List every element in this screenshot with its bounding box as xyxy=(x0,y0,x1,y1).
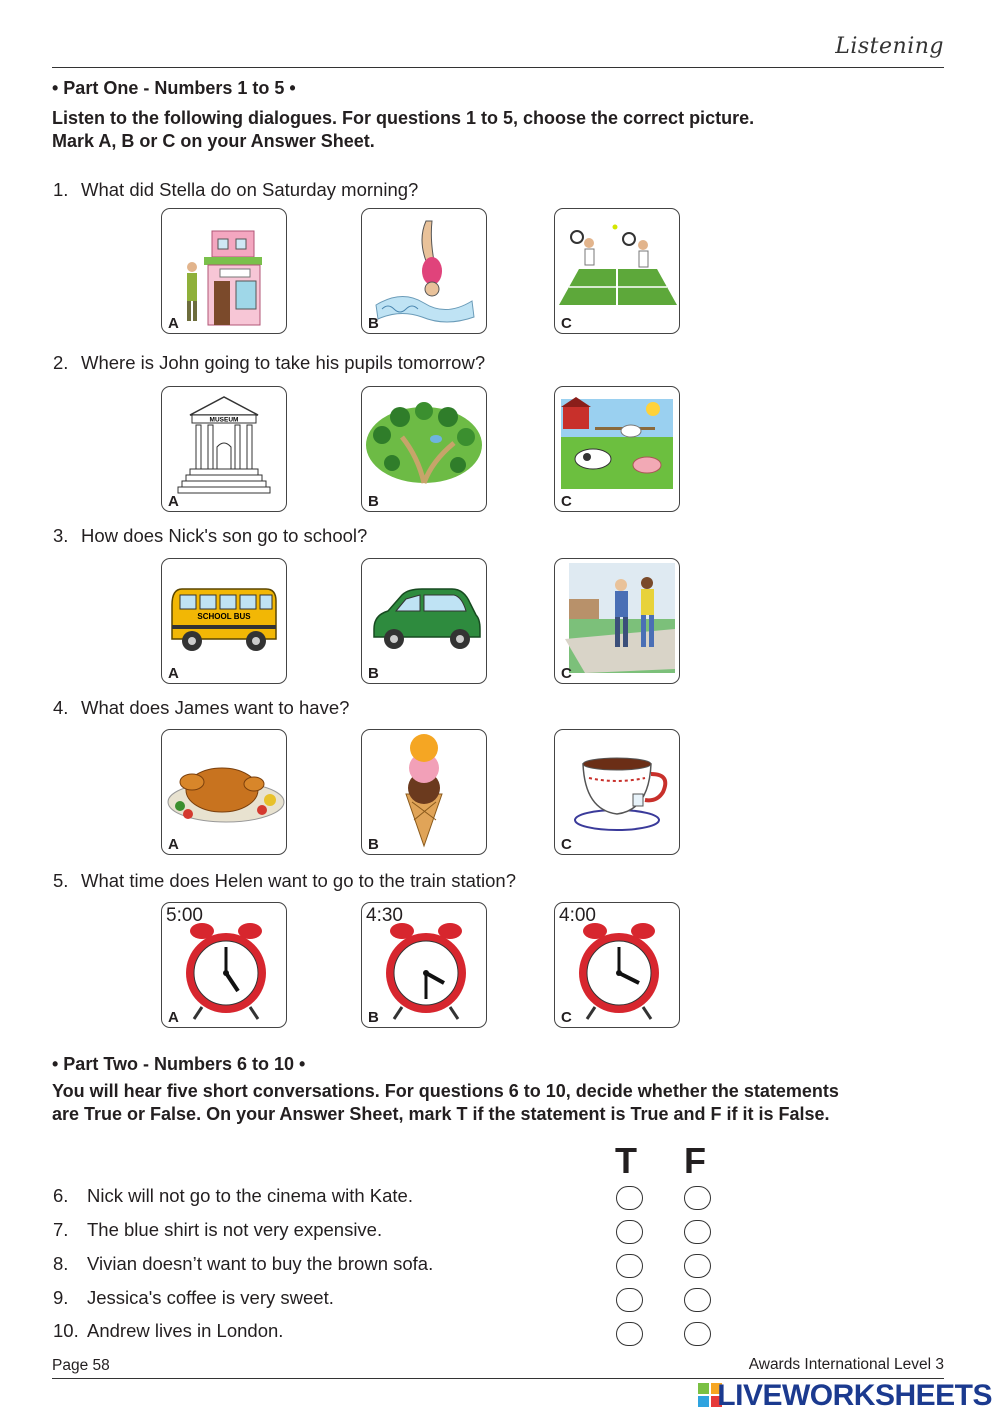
statement-7-false-option[interactable] xyxy=(684,1220,711,1244)
statement-10 xyxy=(53,1320,283,1342)
farm-icon xyxy=(555,387,679,511)
part-two-instructions xyxy=(52,1080,952,1126)
clock-time-label: 4:30 xyxy=(366,905,403,926)
option-letter: A xyxy=(168,1009,179,1026)
museum-icon xyxy=(162,387,286,511)
option-letter: B xyxy=(368,836,379,853)
shop-icon xyxy=(162,209,286,333)
statement-8-true-option[interactable] xyxy=(616,1254,643,1278)
statement-10-true-option[interactable] xyxy=(616,1322,643,1346)
option-letter: C xyxy=(561,836,572,853)
statement-text: Andrew lives in London. xyxy=(87,1320,284,1341)
series-name: Awards International Level 3 xyxy=(748,1356,944,1373)
instruction-line: are True or False. On your Answer Sheet, mark T if the statement is True and F if it is False. xyxy=(52,1104,830,1124)
statement-9-false-option[interactable] xyxy=(684,1288,711,1312)
option-5-c[interactable] xyxy=(554,902,680,1028)
statement-number: 7. xyxy=(53,1219,69,1240)
question-text: How does Nick's son go to school? xyxy=(81,525,368,546)
question-number: 5. xyxy=(53,870,69,891)
option-letter: C xyxy=(561,665,572,682)
question-text: What did Stella do on Saturday morning? xyxy=(81,179,419,200)
true-column-label: T xyxy=(615,1140,637,1181)
question-text: What time does Helen want to go to the train station? xyxy=(81,870,516,891)
part-one-heading: • Part One - Numbers 1 to 5 • xyxy=(52,78,296,98)
park-icon xyxy=(362,387,486,511)
option-1-a[interactable] xyxy=(161,208,287,334)
instruction-line: You will hear five short conversations. For questions 6 to 10, decide whether the statements xyxy=(52,1081,839,1101)
option-letter: C xyxy=(561,1009,572,1026)
clock-time-label: 4:00 xyxy=(559,905,596,926)
option-4-b[interactable] xyxy=(361,729,487,855)
statement-number: 9. xyxy=(53,1287,69,1308)
statement-8 xyxy=(53,1253,433,1275)
option-1-b[interactable] xyxy=(361,208,487,334)
statement-7 xyxy=(53,1219,382,1241)
option-4-c[interactable] xyxy=(554,729,680,855)
question-number: 1. xyxy=(53,179,69,200)
question-3 xyxy=(53,525,367,547)
walking-icon xyxy=(555,559,679,683)
tennis-icon xyxy=(555,209,679,333)
question-number: 4. xyxy=(53,697,69,718)
option-4-a[interactable] xyxy=(161,729,287,855)
statement-6-true-option[interactable] xyxy=(616,1186,643,1210)
statement-text: Jessica's coffee is very sweet. xyxy=(87,1287,334,1308)
header-divider xyxy=(52,67,944,68)
statement-9 xyxy=(53,1287,334,1309)
brand-wordmark[interactable]: LIVEWORKSHEETS xyxy=(717,1379,992,1412)
statement-text: Nick will not go to the cinema with Kate. xyxy=(87,1185,413,1206)
statement-number: 8. xyxy=(53,1253,69,1274)
section-title: Listening xyxy=(835,34,944,59)
option-letter: A xyxy=(168,315,179,332)
question-5 xyxy=(53,870,516,892)
question-number: 2. xyxy=(53,352,69,373)
option-letter: A xyxy=(168,493,179,510)
question-4 xyxy=(53,697,349,719)
option-letter: A xyxy=(168,836,179,853)
option-3-a[interactable] xyxy=(161,558,287,684)
statement-8-false-option[interactable] xyxy=(684,1254,711,1278)
option-2-c[interactable] xyxy=(554,386,680,512)
question-1 xyxy=(53,179,418,201)
question-text: What does James want to have? xyxy=(81,697,350,718)
statement-10-false-option[interactable] xyxy=(684,1322,711,1346)
option-3-b[interactable] xyxy=(361,558,487,684)
clock-time-label: 5:00 xyxy=(166,905,203,926)
option-2-a[interactable] xyxy=(161,386,287,512)
statement-text: Vivian doesn’t want to buy the brown sofa. xyxy=(87,1253,434,1274)
option-5-b[interactable] xyxy=(361,902,487,1028)
option-letter: B xyxy=(368,1009,379,1026)
statement-number: 10. xyxy=(53,1320,79,1341)
option-2-b[interactable] xyxy=(361,386,487,512)
instruction-line: Listen to the following dialogues. For questions 1 to 5, choose the correct picture. xyxy=(52,108,755,128)
museum-sign: MUSEUM xyxy=(209,416,239,424)
option-3-c[interactable] xyxy=(554,558,680,684)
car-icon xyxy=(362,559,486,683)
statement-number: 6. xyxy=(53,1185,69,1206)
option-letter: B xyxy=(368,315,379,332)
school-bus-icon xyxy=(162,559,286,683)
option-letter: C xyxy=(561,493,572,510)
roast-chicken-icon xyxy=(162,730,286,854)
part-one-instructions xyxy=(52,107,952,153)
option-letter: C xyxy=(561,315,572,332)
question-2 xyxy=(53,352,485,374)
statement-text: The blue shirt is not very expensive. xyxy=(87,1219,383,1240)
option-1-c[interactable] xyxy=(554,208,680,334)
swimming-icon xyxy=(362,209,486,333)
false-column-label: F xyxy=(684,1140,706,1181)
statement-9-true-option[interactable] xyxy=(616,1288,643,1312)
bus-sign: SCHOOL BUS xyxy=(197,612,251,621)
option-letter: B xyxy=(368,665,379,682)
statement-7-true-option[interactable] xyxy=(616,1220,643,1244)
question-text: Where is John going to take his pupils tomorrow? xyxy=(81,352,486,373)
option-5-a[interactable] xyxy=(161,902,287,1028)
option-letter: B xyxy=(368,493,379,510)
ice-cream-icon xyxy=(362,730,486,854)
tea-cup-icon xyxy=(555,730,679,854)
statement-6 xyxy=(53,1185,413,1207)
instruction-line: Mark A, B or C on your Answer Sheet. xyxy=(52,131,375,151)
question-number: 3. xyxy=(53,525,69,546)
page-number: Page 58 xyxy=(52,1357,110,1374)
option-letter: A xyxy=(168,665,179,682)
part-two-heading: • Part Two - Numbers 6 to 10 • xyxy=(52,1054,306,1074)
statement-6-false-option[interactable] xyxy=(684,1186,711,1210)
